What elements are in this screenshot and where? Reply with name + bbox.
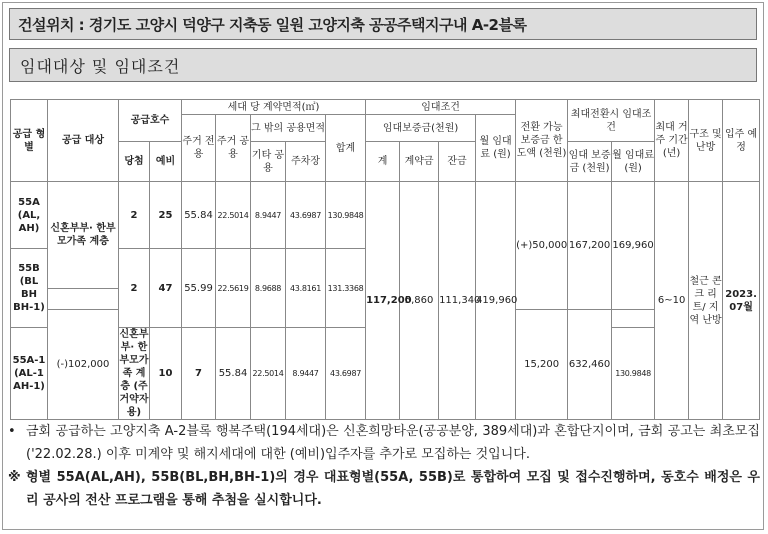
conversion-plus-cell: (+)50,000 (516, 182, 568, 310)
note-item (8, 466, 760, 512)
private-area-cell: 55.84 (216, 328, 251, 420)
header-structure: 구조 및 난방 (689, 100, 723, 182)
reserve-cell: 25 (150, 182, 182, 249)
parking-cell: 43.6987 (326, 328, 366, 420)
header-lottery: 당첨 (119, 142, 150, 182)
header-max-period: 최대 거주 기간 (년) (655, 100, 689, 182)
reserve-cell: 47 (150, 249, 182, 328)
target-cell: 신혼부부· 한부모가족 계층 (48, 182, 119, 289)
section-title: 임대대상 및 임대조건 (9, 48, 757, 82)
lottery-cell: 2 (119, 182, 150, 249)
header-conversion-limit: 전환 가능 보증금 한도액 (천원) (516, 100, 568, 182)
header-other-common: 그 밖의 공용면적 (251, 115, 326, 142)
total-area-cell: 130.9848 (326, 182, 366, 249)
header-target: 공급 대상 (48, 100, 119, 182)
header-parking: 주차장 (286, 142, 326, 182)
deposit-total-cell: 117,200 (366, 182, 400, 420)
lottery-cell: 10 (150, 328, 182, 420)
header-private-area: 주거 전용 (182, 115, 216, 182)
header-balance: 잔금 (439, 142, 476, 182)
bullet-mark: • (8, 424, 16, 439)
header-deposit: 임대보증금(천원) (366, 115, 476, 142)
etc-common-cell: 8.9688 (251, 249, 286, 328)
etc-common-cell: 8.9447 (286, 328, 326, 420)
contract-cell: 5,860 (400, 182, 439, 420)
max-deposit-1-cell: 167,200 (568, 182, 612, 310)
header-max-monthly: 월 임대료 (원) (612, 142, 655, 182)
rent-conditions-table (10, 99, 760, 420)
location-title: 건설위치 : 경기도 고양시 덕양구 지축동 일원 고양지축 공공주택지구내 A-2블록 (9, 8, 757, 40)
common-area-cell: 22.5014 (216, 182, 251, 249)
private-area-cell: 55.84 (182, 182, 216, 249)
common-area-cell: 22.5619 (216, 249, 251, 328)
header-units: 공급호수 (119, 100, 182, 142)
common-area-cell: 22.5014 (251, 328, 286, 420)
header-monthly-rent: 월 임대료 (원) (476, 115, 516, 182)
note-text: 금회 공급하는 고양지축 A-2블록 행복주택(194세대)은 신혼희망타운(공공분양, 389세대)과 혼합단지이며, 금회 공고는 최초모집('22.02.28.) 이후 미계약 및 해지세대에 대한 (예비)입주자를 추가로 모집하는 것입니다. (26, 424, 760, 462)
header-area: 세대 당 계약면적(㎡) (182, 100, 366, 115)
monthly-rent-cell: 419,960 (476, 182, 516, 420)
structure-cell: 철근 콘크 리트/ 지역 난방 (689, 182, 723, 420)
note-text: 형별 55A(AL,AH), 55B(BL,BH,BH-1)의 경우 대표형별(55A, 55B)로 통합하여 모집 및 접수진행하며, 동호수 배정은 우리 공사의 전산 프로그램을 통해 추첨을 실시합니다. (26, 470, 760, 508)
header-move-in: 입주 예정 (723, 100, 760, 182)
max-monthly-2-cell: 632,460 (568, 310, 612, 420)
etc-common-cell: 8.9447 (251, 182, 286, 249)
conversion-minus-cell: (-)102,000 (48, 310, 119, 420)
total-area-cell: 130.9848 (612, 328, 655, 420)
reference-mark: ※ (8, 470, 21, 485)
header-deposit-total: 계 (366, 142, 400, 182)
total-area-cell: 131.3368 (326, 249, 366, 328)
move-in-cell: 2023. 07월 (723, 182, 760, 420)
target-cell: 신혼부부· 한부모가족 계층 (주거약자용) (119, 329, 149, 418)
header-max-conversion: 최대전환시 임대조건 (568, 100, 655, 142)
private-area-cell: 55.99 (182, 249, 216, 328)
note-item (8, 420, 760, 466)
max-monthly-1-cell: 169,960 (612, 182, 655, 310)
balance-cell: 111,340 (439, 182, 476, 420)
header-rent-conditions: 임대조건 (366, 100, 516, 115)
header-reserve: 예비 (150, 142, 182, 182)
header-etc-common: 기타 공용 (251, 142, 286, 182)
header-type: 공급 형별 (11, 100, 48, 182)
parking-cell: 43.8161 (286, 249, 326, 328)
type-cell: 55B (BL BH BH-1) (11, 249, 48, 328)
max-period-cell: 6~10 (655, 182, 689, 420)
reserve-cell: 7 (182, 328, 216, 420)
lottery-cell: 2 (119, 249, 150, 328)
notes (8, 420, 760, 512)
header-contract: 계약금 (400, 142, 439, 182)
header-max-deposit: 임대 보증금 (천원) (568, 142, 612, 182)
max-deposit-2-cell: 15,200 (516, 310, 568, 420)
parking-cell: 43.6987 (286, 182, 326, 249)
type-cell: 55A-1 (AL-1 AH-1) (11, 328, 48, 420)
header-common-area: 주거 공용 (216, 115, 251, 182)
header-total-area: 합계 (326, 115, 366, 182)
type-cell: 55A (AL, AH) (11, 182, 48, 249)
